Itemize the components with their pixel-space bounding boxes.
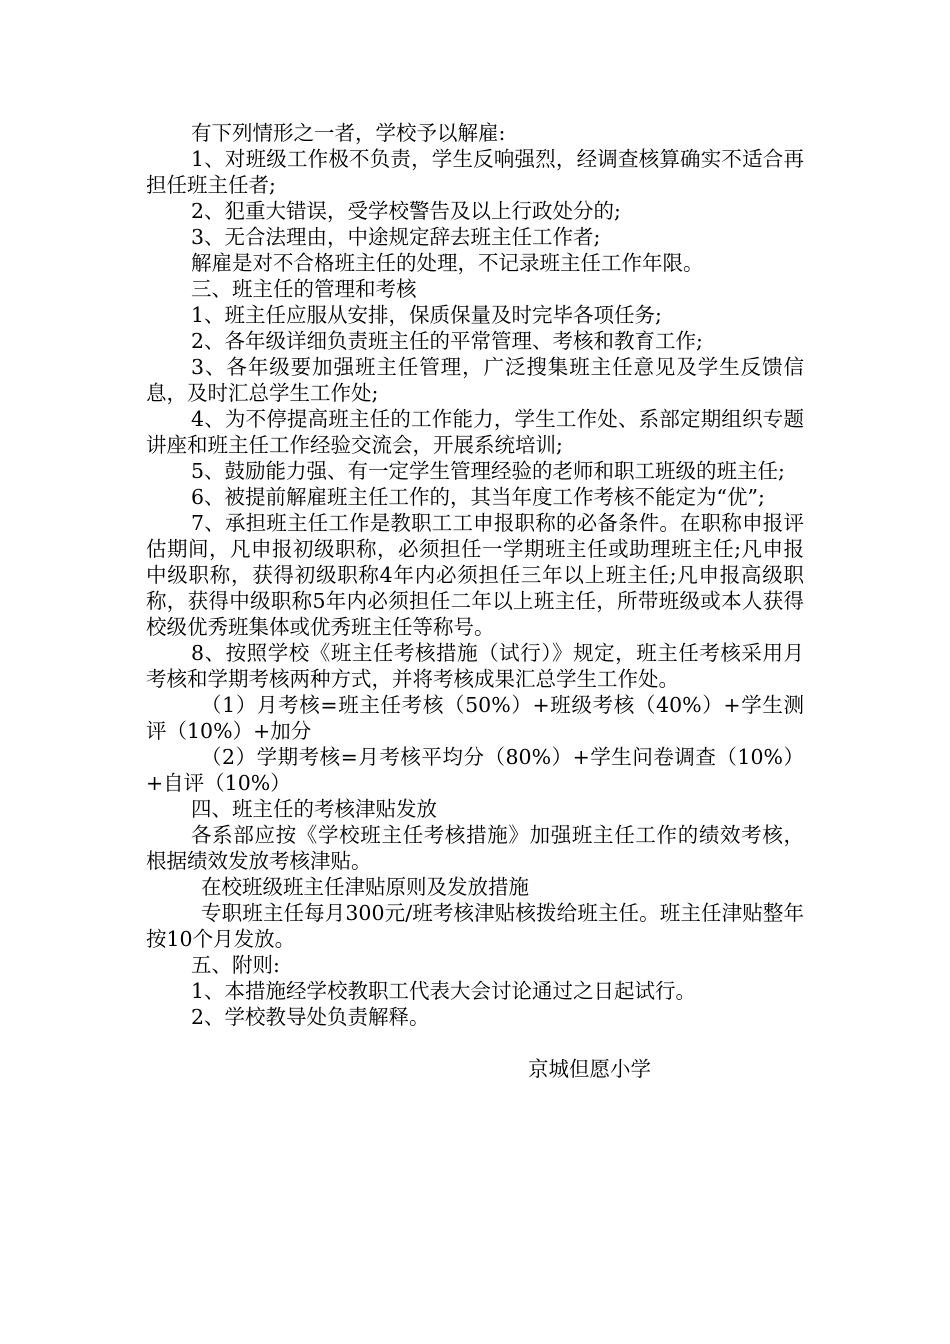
paragraph-management-7: 7、承担班主任工作是教职工工申报职称的必备条件。在职称申报评估期间，凡申报初级职称，必须担任一学期班主任或助理班主任;凡申报中级职称，获得初级职称4年内必须担任三年以上班主任;凡申报高级职称，获得中级职称5年内必须担任二年以上班主任，所带班级或本人获得校级优秀班集体或优秀班主任等称号。 (146, 511, 804, 639)
paragraph-dismissal-3: 3、无合法理由，中途规定辞去班主任工作者; (191, 225, 601, 249)
signature-school-name: 京城但愿小学 (528, 1057, 651, 1081)
paragraph-management-6: 6、被提前解雇班主任工作的，其当年度工作考核不能定为“优”; (191, 485, 765, 509)
paragraph-monthly-formula: （1）月考核=班主任考核（50%）+班级考核（40%）+学生测评（10%）+加分 (146, 693, 804, 743)
paragraph-dismissal-note: 解雇是对不合格班主任的处理，不记录班主任工作年限。 (191, 251, 704, 275)
paragraph-management-2: 2、各年级详细负责班主任的平常管理、考核和教育工作; (191, 329, 703, 353)
paragraph-management-4: 4、为不停提高班主任的工作能力，学生工作处、系部定期组织专题讲座和班主任工作经验交流会，开展系统培训; (146, 407, 804, 457)
paragraph-allowance-2: 专职班主任每月300元/班考核津贴核拨给班主任。班主任津贴整年按10个月发放。 (146, 901, 804, 951)
paragraph-allowance-heading: 在校班级班主任津贴原则及发放措施 (201, 875, 529, 899)
section-heading-appendix: 五、附则: (191, 953, 280, 977)
paragraph-appendix-1: 1、本措施经学校教职工代表大会讨论通过之日起试行。 (191, 979, 697, 1003)
paragraph-management-5: 5、鼓励能力强、有一定学生管理经验的老师和职工班级的班主任; (191, 459, 785, 483)
section-heading-management: 三、班主任的管理和考核 (191, 277, 417, 301)
paragraph-dismissal-intro: 有下列情形之一者，学校予以解雇: (191, 121, 506, 145)
section-heading-allowance: 四、班主任的考核津贴发放 (191, 797, 437, 821)
paragraph-management-1: 1、班主任应服从安排，保质保量及时完毕各项任务; (191, 303, 662, 327)
paragraph-appendix-2: 2、学校教导处负责解释。 (191, 1005, 430, 1029)
paragraph-allowance-1: 各系部应按《学校班主任考核措施》加强班主任工作的绩效考核，根据绩效发放考核津贴。 (146, 823, 804, 873)
paragraph-management-8: 8、按照学校《班主任考核措施（试行）》规定，班主任考核采用月考核和学期考核两种方式，并将考核成果汇总学生工作处。 (146, 641, 804, 691)
paragraph-dismissal-1: 1、对班级工作极不负责，学生反响强烈，经调查核算确实不适合再担任班主任者; (146, 147, 804, 197)
paragraph-dismissal-2: 2、犯重大错误，受学校警告及以上行政处分的; (191, 199, 621, 223)
paragraph-management-3: 3、各年级要加强班主任管理，广泛搜集班主任意见及学生反馈信息，及时汇总学生工作处; (146, 355, 804, 405)
paragraph-semester-formula: （2）学期考核=月考核平均分（80%）+学生问卷调查（10%）+自评（10%） (146, 745, 804, 795)
